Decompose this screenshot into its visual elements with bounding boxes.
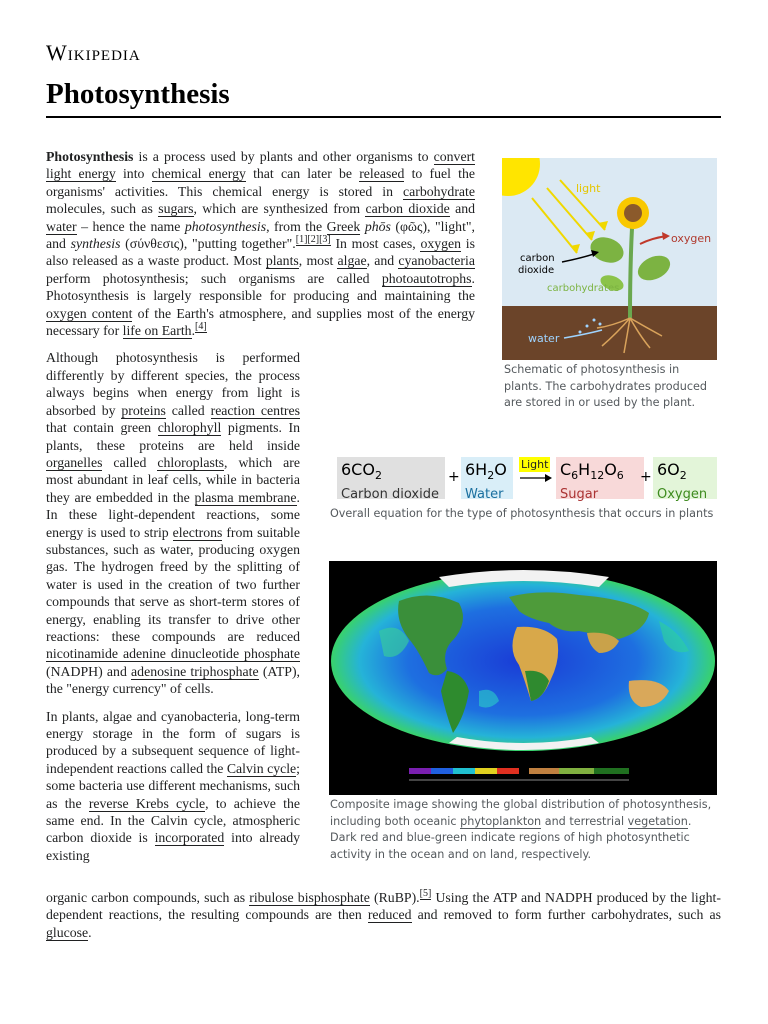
link-reverse-krebs-cycle[interactable]: reverse Krebs cycle [88, 795, 206, 811]
link-convert[interactable]: convert [433, 149, 475, 164]
co2-formula: $6CO_2$ [341, 460, 382, 483]
link-life-on-earth[interactable]: life on Earth [122, 323, 192, 339]
link-light-energy[interactable]: light energy [46, 166, 116, 182]
label-light: light [576, 182, 601, 195]
link-released[interactable]: released [359, 166, 405, 182]
link-vegetation[interactable]: vegetation [627, 814, 688, 828]
link-greek[interactable]: Greek [326, 218, 361, 234]
link-oxygen[interactable]: oxygen [420, 236, 462, 252]
equation-caption: Overall equation for the type of photosynthesis that occurs in plants [330, 507, 714, 520]
link-plasma-membrane[interactable]: plasma membrane [194, 489, 297, 505]
figure-spacer [300, 401, 475, 871]
link-chloroplasts[interactable]: chloroplasts [157, 454, 225, 470]
link-cyanobacteria[interactable]: cyanobacteria [398, 253, 475, 269]
paragraph-intro: Photosynthesis is a process used by plants and other organisms to convert light energy into chemical energy that can later be released to fuel the organisms' activities. This chemical energy is stored in carbohydrate molecules, such as sugars, which are synthesized from carbon dioxide and water – hence the name photosynthesis, from the Greek phōs (φῶς), "light", and synthesis (σύνθεσις), "putting together".[1][2][3] In most cases, oxygen is also released as a waste product. Most plants, most algae, and cyanobacteria perform photosynthesis; such organisms are called photoautotrophs. Photosynthesis is largely responsible for producing and maintaining the oxygen content of the Earth's atmosphere, and supplies most of the energy necessary for life on Earth.[4] [46, 149, 476, 339]
link-water[interactable]: water [46, 218, 77, 234]
label-water: water [528, 332, 560, 345]
link-sugars[interactable]: sugars [158, 201, 194, 217]
link-calvin-cycle[interactable]: Calvin cycle [226, 760, 297, 776]
label-dioxide: dioxide [518, 265, 555, 276]
map-caption: Composite image showing the global distribution of photosynthesis, including both oceanic phytoplankton and terrestrial vegetation. Dark red and blue-green indicate regions of high photosynthetic activity in the ocean and on land, respectively. [330, 798, 712, 861]
link-carbon-dioxide[interactable]: carbon dioxide [365, 201, 450, 217]
citation-1[interactable]: [1] [295, 234, 308, 246]
link-organelles[interactable]: organelles [46, 454, 103, 470]
plus-sign: + [640, 469, 652, 485]
link-photoautotrophs[interactable]: photoautotrophs [381, 270, 472, 286]
link-proteins[interactable]: proteins [121, 402, 166, 418]
link-electrons[interactable]: electrons [172, 524, 223, 540]
link-nadph[interactable]: nicotinamide adenine dinucleotide phosphate [46, 646, 300, 662]
schematic-illustration [502, 158, 717, 360]
oxygen-box [653, 457, 717, 503]
article-body [46, 148, 475, 874]
plus-sign: + [448, 469, 460, 485]
oxygen-label: Oxygen [657, 487, 708, 503]
schematic-caption: Schematic of photosynthesis in plants. The carbohydrates produced are stored in or used by the plant. [504, 363, 707, 409]
citation-5[interactable]: [5] [419, 888, 432, 900]
photosynthesis-schematic[interactable] [502, 158, 717, 360]
sugar-formula: $C_6H_{12}O_6$ [560, 460, 624, 483]
logo-text: Wikipedia [46, 40, 141, 65]
paragraph-carbon-fixation: organic carbon compounds, such as ribulose bisphosphate (RuBP).[5] Using the ATP and NADPH produced by the light-dependent reactions, the resulting compounds are then reduced and removed to form further carbohydrates, such as glucose. [46, 888, 721, 940]
water-formula: $6H_2O$ [465, 460, 507, 483]
paragraph-light-reactions: Although photosynthesis is performed differently by different species, the process always begins when energy from light is absorbed by proteins called reaction centres that contain green chlorophyll pigments. In plants, these proteins are held inside organelles called chloroplasts, which are most abundant in leaf cells, while in bacteria they are embedded in the plasma membrane. In these light-dependent reactions, some energy is used to strip electrons from suitable substances, such as water, producing oxygen gas. The hydrogen freed by the splitting of water is used in the creation of two further compounds that serve as short-term stores of energy, enabling its transfer to drive other reactions: these compounds are reduced nicotinamide adenine dinucleotide phosphate (NADPH) and adenosine triphosphate (ATP), the "energy currency" of cells. [46, 349, 475, 697]
label-carbon: carbon [520, 253, 555, 264]
link-chlorophyll[interactable]: chlorophyll [157, 420, 222, 436]
citation-3[interactable]: [3] [319, 234, 331, 246]
water-label: Water [465, 487, 504, 503]
sugar-box [556, 457, 644, 503]
wikipedia-logo[interactable] [46, 40, 141, 66]
citation-4[interactable]: [4] [195, 321, 207, 333]
paragraph-calvin-cycle: In plants, algae and cyanobacteria, long-term energy storage in the form of sugars is produced by a subsequent sequence of light-independent reactions called the Calvin cycle; some bacteria use different mechanisms, such as the reverse Krebs cycle, to achieve the same end. In the Calvin cycle, atmospheric carbon dioxide is incorporated into already existing [46, 708, 301, 863]
oxygen-formula: $6O_2$ [657, 460, 687, 483]
link-rubp[interactable]: ribulose bisphosphate [249, 890, 370, 905]
reaction-arrow-icon [519, 473, 553, 483]
bold-term: Photosynthesis [46, 149, 134, 164]
citation-2[interactable]: [2] [307, 234, 320, 246]
link-glucose[interactable]: glucose [46, 924, 89, 940]
link-phytoplankton[interactable]: phytoplankton [460, 814, 542, 828]
link-incorporated[interactable]: incorporated [154, 830, 225, 846]
page-title: Photosynthesis [46, 78, 230, 110]
label-oxygen: oxygen [671, 232, 712, 245]
co2-label: Carbon dioxide [341, 487, 439, 503]
sunflower-icon [617, 197, 649, 229]
link-reaction-centres[interactable]: reaction centres [210, 402, 300, 418]
link-algae[interactable]: algae [337, 253, 367, 269]
link-plants[interactable]: plants [265, 253, 299, 269]
light-text: Light [521, 458, 549, 471]
link-atp[interactable]: adenosine triphosphate [131, 663, 259, 679]
link-reduced[interactable]: reduced [367, 907, 412, 923]
sugar-label: Sugar [560, 487, 599, 503]
link-carbohydrate[interactable]: carbohydrate [402, 183, 475, 199]
title-divider [46, 116, 721, 118]
link-chemical-energy[interactable]: chemical energy [151, 166, 246, 182]
link-oxygen-content[interactable]: oxygen content [46, 305, 133, 321]
light-badge [519, 457, 550, 472]
label-carbohydrates: carbohydrates [547, 283, 620, 294]
